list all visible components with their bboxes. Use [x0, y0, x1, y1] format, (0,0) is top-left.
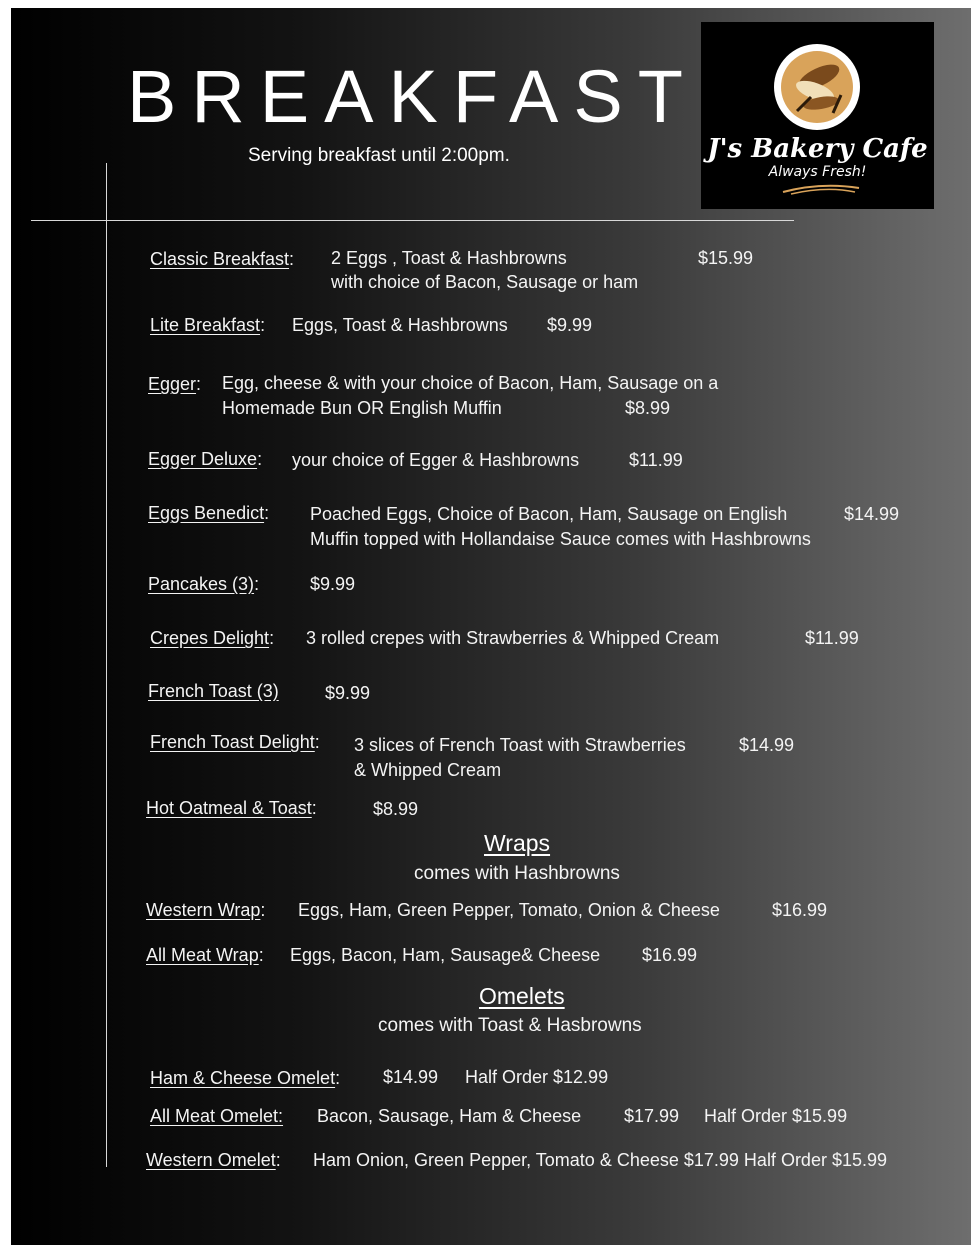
item-name: All Meat Wrap [146, 945, 259, 965]
menu-item-lite-breakfast: Lite Breakfast: [150, 315, 266, 335]
logo-badge [774, 44, 860, 130]
item-price: $11.99 [629, 450, 683, 470]
vertical-divider [106, 163, 107, 1167]
bakery-logo [701, 22, 934, 209]
section-note-wraps: comes with Hashbrowns [414, 863, 620, 884]
item-price: $9.99 [310, 574, 356, 594]
item-name: Hot Oatmeal & Toast [146, 798, 312, 818]
item-description: Poached Eggs, Choice of Bacon, Ham, Sausage on English [310, 504, 788, 524]
page-subtitle: Serving breakfast until 2:00pm. [248, 145, 510, 166]
menu-item-western-omelet: Western Omelet: [146, 1150, 281, 1170]
menu-item-eggs-benedict: Eggs Benedict: [148, 503, 270, 523]
item-name: Eggs Benedict [148, 503, 265, 523]
item-name: Lite Breakfast [150, 315, 261, 335]
item-price: $9.99 [325, 683, 371, 703]
item-description: Eggs, Toast & Hashbrowns [292, 315, 508, 335]
horizontal-divider [31, 220, 794, 221]
item-description: Eggs, Bacon, Ham, Sausage& Cheese [290, 945, 601, 965]
menu-item-egger-deluxe: Egger Deluxe: [148, 449, 263, 469]
logo-tagline: Always Fresh! [768, 164, 867, 180]
swoosh-icon [781, 182, 861, 196]
menu-item-all-meat-wrap: All Meat Wrap: [146, 945, 264, 965]
logo-name: J's Bakery Cafe [707, 134, 928, 164]
menu-item-all-meat-omelet [150, 1104, 283, 1128]
item-description: Bacon, Sausage, Ham & Cheese [317, 1106, 582, 1126]
item-description: Egg, cheese & with your choice of Bacon, Ham, Sausage on a [222, 373, 719, 393]
menu-item-classic-breakfast: Classic Breakfast: [150, 249, 295, 269]
item-name: Egger [148, 374, 197, 394]
item-price: $17.99 [624, 1106, 680, 1126]
item-name: Ham & Cheese Omelet [150, 1068, 336, 1088]
item-description: & Whipped Cream [354, 760, 502, 780]
menu-item-hot-oatmeal: Hot Oatmeal & Toast: [146, 798, 317, 818]
item-half-price: Half Order $15.99 [704, 1106, 848, 1126]
item-description: with choice of Bacon, Sausage or ham [331, 272, 639, 292]
item-price: $15.99 [698, 248, 754, 268]
menu-item-western-wrap: Western Wrap: [146, 900, 266, 920]
bread-bakery-icon [781, 51, 853, 123]
item-price: $14.99 [739, 735, 795, 755]
section-heading-wraps: Wraps [484, 830, 551, 856]
menu-item-french-toast [148, 679, 279, 703]
menu-item-ham-cheese-omelet: Ham & Cheese Omelet: [150, 1068, 341, 1088]
item-description: your choice of Egger & Hashbrowns [292, 450, 580, 470]
menu-item-crepes-delight: Crepes Delight: [150, 628, 275, 648]
item-price: $9.99 [547, 315, 593, 335]
item-description: Ham Onion, Green Pepper, Tomato & Cheese $17.99 Half Order $15.99 [313, 1150, 888, 1170]
item-description: 2 Eggs , Toast & Hashbrowns [331, 248, 567, 268]
item-description: 3 slices of French Toast with Strawberries [354, 735, 686, 755]
menu-item-egger: Egger: [148, 374, 202, 394]
item-name: Western Wrap [146, 900, 261, 920]
item-name: Pancakes (3) [148, 574, 255, 594]
item-description: Eggs, Ham, Green Pepper, Tomato, Onion & Cheese [298, 900, 720, 920]
item-price: $8.99 [625, 398, 671, 418]
item-name: Egger Deluxe [148, 449, 258, 469]
page-title: BREAKFAST [127, 55, 698, 138]
menu-page [11, 8, 971, 1245]
item-name: All Meat Omelet: [150, 1106, 284, 1126]
item-description: Muffin topped with Hollandaise Sauce comes with Hashbrowns [310, 529, 811, 549]
item-description: 3 rolled crepes with Strawberries & Whipped Cream [306, 628, 720, 648]
item-name: French Toast (3) [148, 681, 279, 701]
item-name: Crepes Delight [150, 628, 270, 648]
item-price: $14.99 [844, 504, 900, 524]
item-price: $11.99 [805, 628, 859, 648]
item-name: French Toast Delight [150, 732, 315, 752]
item-price: $16.99 [642, 945, 698, 965]
item-description: Homemade Bun OR English Muffin [222, 398, 502, 418]
section-heading-omelets: Omelets [479, 983, 565, 1009]
menu-item-french-toast-delight: French Toast Delight: [150, 732, 320, 752]
item-half-price: Half Order $12.99 [465, 1067, 609, 1087]
item-price: $14.99 [383, 1067, 439, 1087]
menu-item-pancakes: Pancakes (3): [148, 574, 260, 594]
section-note-omelets: comes with Toast & Hasbrowns [378, 1015, 642, 1036]
item-price: $8.99 [373, 799, 419, 819]
item-price: $16.99 [772, 900, 828, 920]
item-name: Classic Breakfast [150, 249, 290, 269]
item-name: Western Omelet [146, 1150, 276, 1170]
